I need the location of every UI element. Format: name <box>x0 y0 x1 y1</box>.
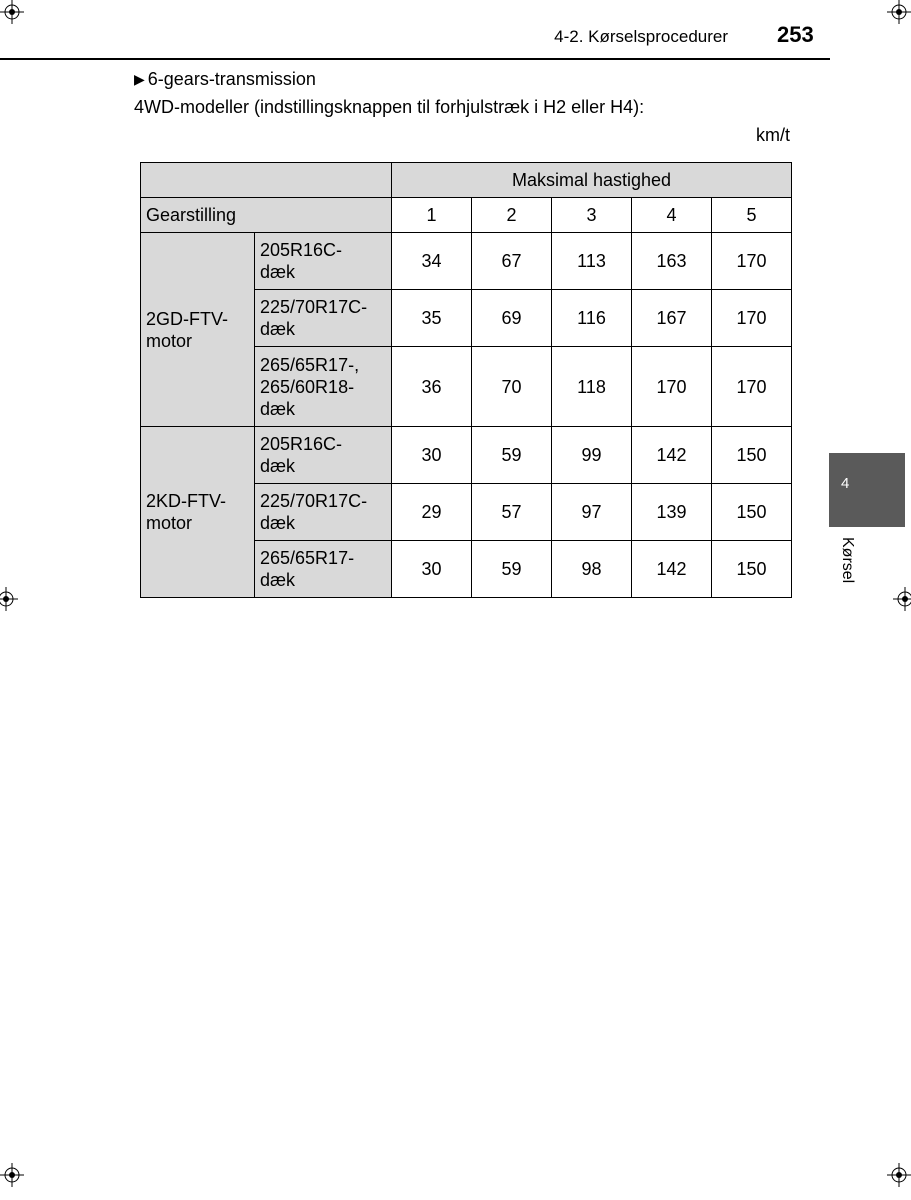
registration-mark-icon <box>0 0 24 24</box>
header-rule <box>0 58 830 60</box>
gear-position-header: Gearstilling <box>141 198 392 233</box>
gear-header-cell: 4 <box>632 198 712 233</box>
speed-cell: 30 <box>392 541 472 598</box>
registration-mark-icon <box>0 587 18 611</box>
table-corner-cell <box>141 163 392 198</box>
engine-cell: 2GD-FTV- motor <box>141 233 255 427</box>
registration-mark-icon <box>887 1163 911 1187</box>
speed-cell: 170 <box>632 347 712 427</box>
tire-cell: 225/70R17C- dæk <box>255 290 392 347</box>
speed-cell: 142 <box>632 541 712 598</box>
table-row <box>141 233 792 290</box>
gear-header-cell: 2 <box>472 198 552 233</box>
speed-cell: 170 <box>712 233 792 290</box>
speed-cell: 113 <box>552 233 632 290</box>
registration-mark-icon <box>893 587 911 611</box>
speed-cell: 150 <box>712 484 792 541</box>
speed-cell: 142 <box>632 427 712 484</box>
chapter-number: 4 <box>841 475 850 492</box>
speed-cell: 29 <box>392 484 472 541</box>
speed-cell: 35 <box>392 290 472 347</box>
speed-cell: 69 <box>472 290 552 347</box>
speed-cell: 118 <box>552 347 632 427</box>
table-row <box>141 427 792 484</box>
speed-cell: 98 <box>552 541 632 598</box>
speed-cell: 116 <box>552 290 632 347</box>
gear-header-cell: 1 <box>392 198 472 233</box>
speed-cell: 99 <box>552 427 632 484</box>
speed-cell: 167 <box>632 290 712 347</box>
speed-cell: 163 <box>632 233 712 290</box>
tire-cell: 265/65R17- dæk <box>255 541 392 598</box>
tire-cell: 205R16C- dæk <box>255 427 392 484</box>
speed-cell: 139 <box>632 484 712 541</box>
max-speed-table <box>140 162 792 598</box>
page-number: 253 <box>777 22 814 47</box>
speed-cell: 59 <box>472 427 552 484</box>
max-speed-header: Maksimal hastighed <box>392 163 792 198</box>
unit-label: km/t <box>756 125 790 145</box>
speed-cell: 57 <box>472 484 552 541</box>
tire-cell: 225/70R17C- dæk <box>255 484 392 541</box>
speed-cell: 34 <box>392 233 472 290</box>
chapter-tab <box>829 453 905 527</box>
speed-cell: 170 <box>712 290 792 347</box>
chapter-label: Kørsel <box>839 537 856 584</box>
tire-cell: 205R16C- dæk <box>255 233 392 290</box>
header-section-title: 4-2. Kørselsprocedurer <box>554 27 728 46</box>
speed-cell: 70 <box>472 347 552 427</box>
intro-text: 4WD-modeller (indstillingsknappen til forhjulstræk i H2 eller H4): <box>134 97 645 117</box>
registration-mark-icon <box>0 1163 24 1187</box>
subheading <box>134 69 316 90</box>
engine-cell: 2KD-FTV- motor <box>141 427 255 598</box>
subheading-text: 6-gears-transmission <box>147 69 316 89</box>
speed-cell: 150 <box>712 541 792 598</box>
speed-cell: 59 <box>472 541 552 598</box>
gear-header-cell: 3 <box>552 198 632 233</box>
speed-cell: 97 <box>552 484 632 541</box>
triangle-bullet-icon: ▶ <box>134 71 145 87</box>
speed-cell: 67 <box>472 233 552 290</box>
tire-cell: 265/65R17-, 265/60R18- dæk <box>255 347 392 427</box>
speed-cell: 150 <box>712 427 792 484</box>
speed-cell: 30 <box>392 427 472 484</box>
speed-cell: 36 <box>392 347 472 427</box>
registration-mark-icon <box>887 0 911 24</box>
gear-header-cell: 5 <box>712 198 792 233</box>
speed-cell: 170 <box>712 347 792 427</box>
